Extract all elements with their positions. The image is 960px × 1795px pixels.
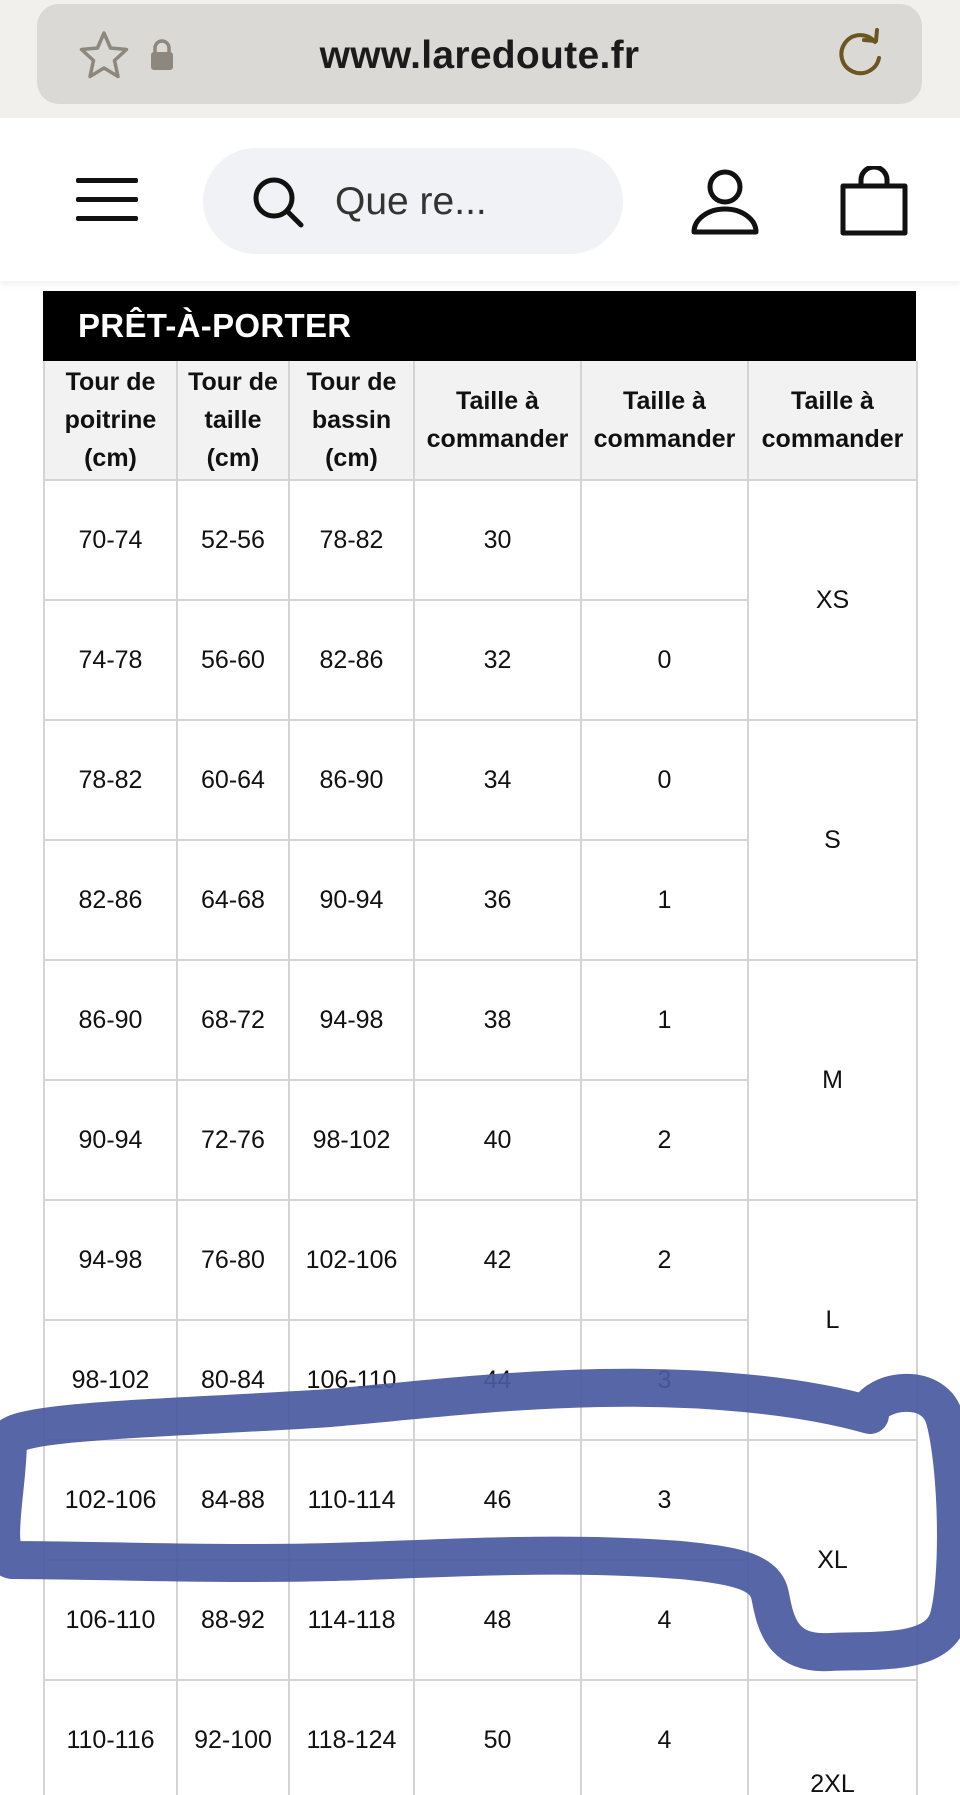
table-cell: 86-90	[290, 721, 415, 841]
table-cell: 94-98	[290, 961, 415, 1081]
table-cell: 94-98	[45, 1201, 178, 1321]
table-cell: 82-86	[290, 601, 415, 721]
table-cell: 106-110	[45, 1561, 178, 1681]
table-cell: 50	[415, 1681, 582, 1795]
table-cell: 98-102	[45, 1321, 178, 1441]
table-cell: 56-60	[178, 601, 290, 721]
reload-icon[interactable]	[833, 28, 887, 82]
table-cell: 78-82	[290, 481, 415, 601]
column-header: Tour de bassin (cm)	[290, 361, 415, 481]
site-header	[0, 118, 960, 281]
table-cell: 34	[415, 721, 582, 841]
size-group-cell: XS	[749, 481, 918, 721]
table-cell: 74-78	[45, 601, 178, 721]
table-cell: 40	[415, 1081, 582, 1201]
table-title: PRÊT-À-PORTER	[43, 291, 916, 361]
user-icon[interactable]	[690, 168, 760, 236]
table-cell: 72-76	[178, 1081, 290, 1201]
table-cell: 102-106	[290, 1201, 415, 1321]
table-cell: 48	[415, 1561, 582, 1681]
size-group-cell: L	[749, 1201, 918, 1441]
table-cell: 52-56	[178, 481, 290, 601]
search-icon[interactable]	[251, 175, 305, 229]
table-cell: 3	[582, 1321, 749, 1441]
browser-toolbar	[0, 0, 960, 118]
table-cell: 114-118	[290, 1561, 415, 1681]
table-cell: 42	[415, 1201, 582, 1321]
table-cell: 32	[415, 601, 582, 721]
table-cell: 4	[582, 1561, 749, 1681]
menu-icon[interactable]	[76, 176, 138, 224]
table-cell: 82-86	[45, 841, 178, 961]
table-cell: 118-124	[290, 1681, 415, 1795]
table-cell: 4	[582, 1681, 749, 1795]
table-cell: 106-110	[290, 1321, 415, 1441]
table-cell: 90-94	[45, 1081, 178, 1201]
url-text[interactable]: www.laredoute.fr	[319, 34, 640, 77]
table-cell: 102-106	[45, 1441, 178, 1561]
table-cell: 70-74	[45, 481, 178, 601]
table-cell: 44	[415, 1321, 582, 1441]
table-cell: 86-90	[45, 961, 178, 1081]
table-cell: 78-82	[45, 721, 178, 841]
column-header: Taille à commander	[749, 361, 918, 481]
table-cell: 110-114	[290, 1441, 415, 1561]
table-cell: 76-80	[178, 1201, 290, 1321]
table-cell: 30	[415, 481, 582, 601]
table-cell: 84-88	[178, 1441, 290, 1561]
table-cell: 1	[582, 841, 749, 961]
column-header: Tour de poitrine (cm)	[45, 361, 178, 481]
table-cell: 38	[415, 961, 582, 1081]
table-cell: 2	[582, 1081, 749, 1201]
table-cell: 98-102	[290, 1081, 415, 1201]
table-cell: 68-72	[178, 961, 290, 1081]
table-cell: 110-116	[45, 1681, 178, 1795]
table-cell: 60-64	[178, 721, 290, 841]
address-bar[interactable]	[37, 4, 922, 104]
size-group-cell: S	[749, 721, 918, 961]
table-cell: 0	[582, 601, 749, 721]
size-guide-table	[43, 291, 916, 1795]
table-cell: 88-92	[178, 1561, 290, 1681]
table-cell: 0	[582, 721, 749, 841]
column-header: Taille à commander	[415, 361, 582, 481]
column-header: Taille à commander	[582, 361, 749, 481]
cart-icon[interactable]	[840, 166, 908, 236]
size-group-cell: XL	[749, 1441, 918, 1681]
table-cell: 64-68	[178, 841, 290, 961]
search-input[interactable]	[335, 178, 605, 226]
table-cell	[582, 481, 749, 601]
size-grid	[43, 361, 916, 1795]
search-box[interactable]	[203, 148, 623, 254]
table-cell: 1	[582, 961, 749, 1081]
table-cell: 46	[415, 1441, 582, 1561]
table-cell: 3	[582, 1441, 749, 1561]
table-cell: 36	[415, 841, 582, 961]
table-cell: 92-100	[178, 1681, 290, 1795]
size-group-cell: M	[749, 961, 918, 1201]
size-group-cell: 2XL	[749, 1681, 918, 1795]
column-header: Tour de taille (cm)	[178, 361, 290, 481]
table-cell: 2	[582, 1201, 749, 1321]
table-cell: 80-84	[178, 1321, 290, 1441]
table-cell: 90-94	[290, 841, 415, 961]
